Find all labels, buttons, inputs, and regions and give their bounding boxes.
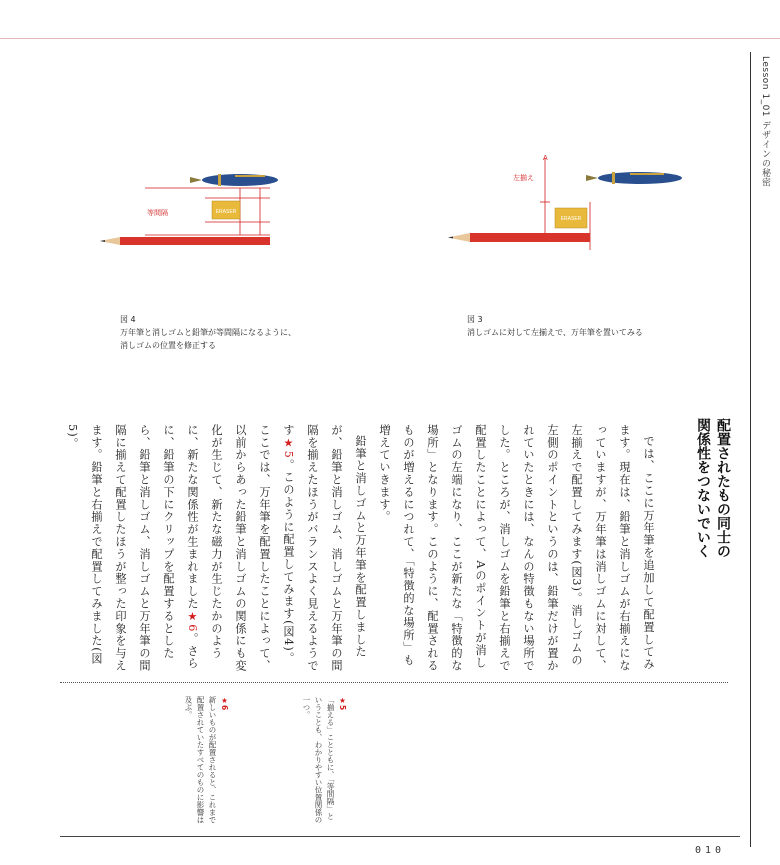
figure-4-illustration [95, 160, 285, 250]
page-number: 010 [695, 845, 726, 856]
footnote-marker-5: ★5 [282, 436, 295, 459]
body-paragraph-2: 鉛筆と消しゴムと万年筆を配置しましたが、鉛筆と消しゴム、消しゴムと万年筆の間隔を揃えたほうがバランスよく見えるようです★5。このように配置してみます(図4)。ここでは、万年筆を配置したことによって、以前からあった鉛筆と消しゴムの関係にも変化が生じて、新たな磁力が生じたかのように、新たな関係性が生まれました★6。さらに、鉛筆の下にクリップを配置するとしたら、鉛筆と消しゴム、消しゴムと万年筆の間隔に揃えて配置したほうが整った印象を与えます。鉛筆と右揃えで配置してみました(図5)。 [66, 424, 367, 672]
svg-text:ERASER: ERASER [560, 216, 582, 222]
running-head: Lesson 1_01 デザインの秘密 [760, 56, 770, 187]
footnote-5-text: 「揃える」ことともに、「等間隔」ということも、わかりやすい位置関係の一つ。 [302, 696, 335, 824]
pencil [448, 233, 590, 242]
figure-3-illustration [440, 150, 690, 260]
section-heading: 配置されたもの同士の 関係性をつないでいく [695, 418, 731, 558]
right-rule [750, 52, 751, 847]
left-align-label: 左揃え [513, 175, 534, 182]
body-text [66, 424, 660, 672]
footnote-6 [168, 696, 230, 826]
bottom-rule [60, 836, 740, 837]
footnote-6-text: 新しいものが配置されると、これまで配置されていたすべてのものに影響は及ぶ。 [184, 696, 217, 824]
top-rule [0, 38, 780, 39]
fountain-pen [190, 174, 278, 186]
eraser [555, 208, 587, 228]
figure-3-title: 図 3 [467, 315, 483, 324]
body-paragraph-1: では、ここに万年筆を追加して配置してみます。現在は、鉛筆と消しゴムが右揃えになっていますが、万年筆は消しゴムに対して、左揃えで配置してみます(図3)。消しゴムの左側のポイントというのは、鉛筆だけが置かれていたときには、なんの特徴もない場所でした。ところが、消しゴムを鉛筆と右揃えで配置したことによって、Aのポイントが消しゴムの左端になり、ここが新たな「特徴的な場所」となります。このように、配置されるものが増えるにつれて、「特徴的な場所」も増えていきます。 [378, 424, 655, 672]
eraser [212, 201, 240, 219]
svg-text:ERASER: ERASER [215, 209, 237, 215]
figure-3-caption: 図 3 消しゴムに対して左揃えで、万年筆を置いてみる [467, 315, 643, 337]
pencil [100, 237, 270, 245]
fountain-pen [545, 172, 682, 184]
footnote-5-mark: ★5 [338, 696, 347, 711]
figure-4-caption: 図 4 万年筆と消しゴムと鉛筆が等間隔になるように、 消しゴムの位置を修正する [120, 315, 296, 350]
footnote-5 [286, 696, 348, 826]
point-a-label: A [543, 155, 548, 162]
equal-spacing-label: 等間隔 [147, 210, 168, 217]
footnote-6-mark: ★6 [220, 696, 229, 711]
footnote-marker-6: ★6 [186, 610, 199, 633]
figure-4-title: 図 4 [120, 315, 136, 324]
footnote-divider [60, 682, 728, 683]
